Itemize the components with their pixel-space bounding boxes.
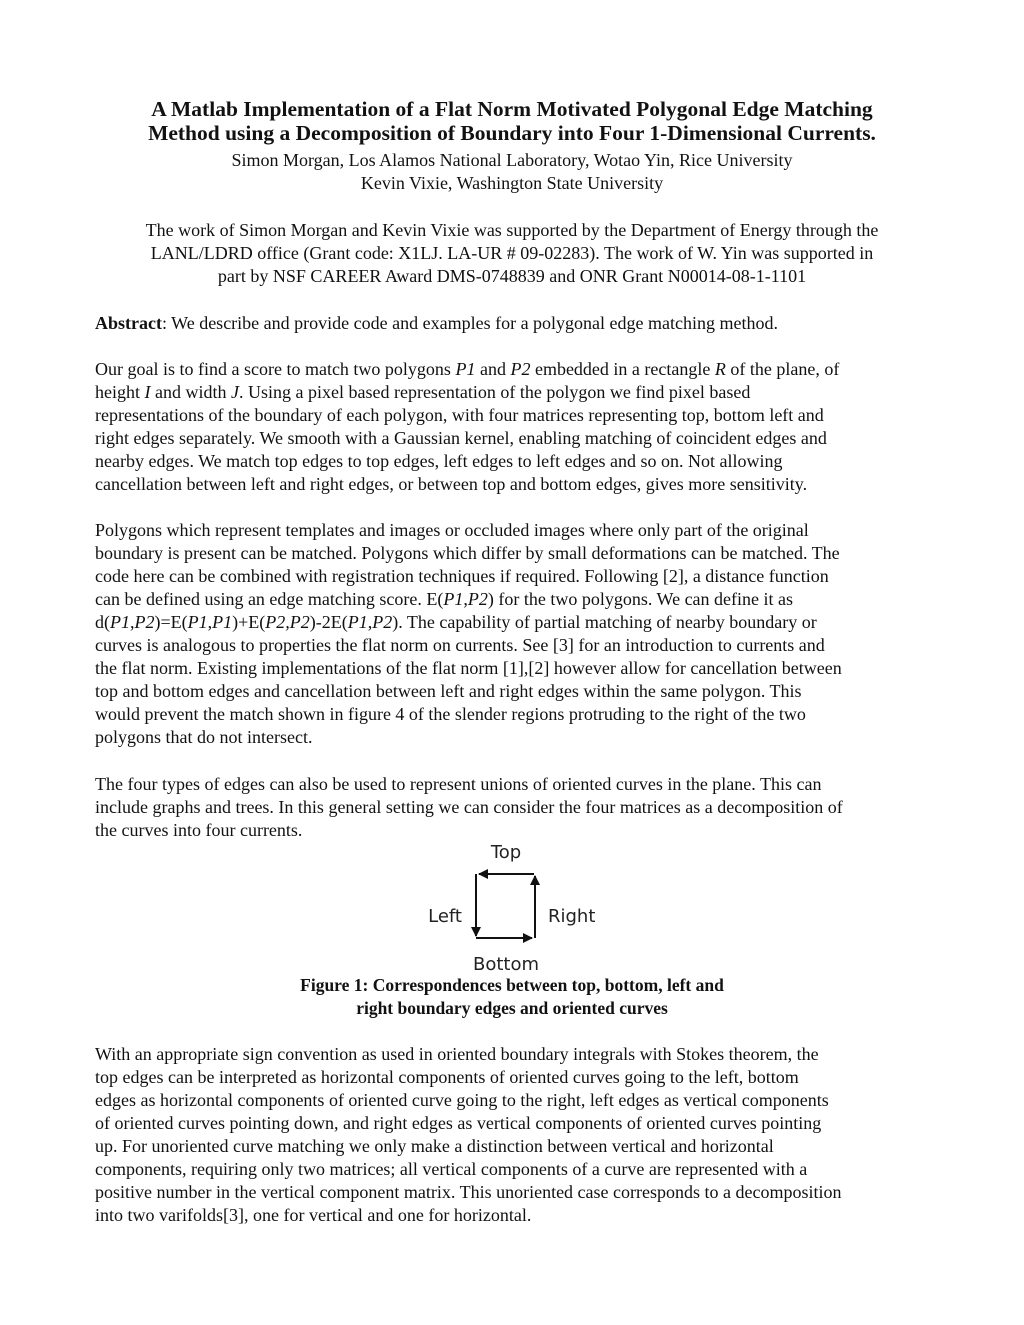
text-segment: , <box>463 589 468 609</box>
text-segment: top edges can be interpreted as horizontal components of oriented curves going to the left, bottom <box>95 1067 799 1087</box>
text-segment: , <box>130 612 135 632</box>
text-line <box>95 1112 955 1135</box>
italic-symbol: I <box>144 382 151 402</box>
text-segment: curves is analogous to properties the flat norm on currents. See [3] for an introduction to currents and <box>95 635 825 655</box>
text-segment: polygons that do not intersect. <box>95 727 313 747</box>
text-line <box>95 450 955 473</box>
text-segment: edges as horizontal components of oriented curve going to the right, left edges as vertical components <box>95 1090 829 1110</box>
text-line <box>95 1204 955 1227</box>
text-segment: With an appropriate sign convention as used in oriented boundary integrals with Stokes theorem, the <box>95 1044 819 1064</box>
italic-symbol: P2 <box>510 359 531 379</box>
text-segment: Our goal is to find a score to match two polygons <box>95 359 456 379</box>
text-line <box>95 773 955 796</box>
title-line: Method using a Decomposition of Boundary into Four 1-Dimensional Currents. <box>148 121 876 145</box>
text-line <box>95 404 955 427</box>
figure-1-diagram <box>420 835 620 975</box>
text-segment: of oriented curves pointing down, and right edges as vertical components of oriented curves pointing <box>95 1113 822 1133</box>
text-segment: cancellation between left and right edges, or between top and bottom edges, gives more sensitivity. <box>95 474 808 494</box>
funding-line: part by NSF CAREER Award DMS-0748839 and ONR Grant N00014-08-1-1101 <box>217 266 807 286</box>
text-segment: positive number in the vertical component matrix. This unoriented case corresponds to a decomposition <box>95 1182 842 1202</box>
text-line <box>95 519 955 542</box>
text-line <box>95 427 955 450</box>
text-segment: right edges separately. We smooth with a Gaussian kernel, enabling matching of coincident edges and <box>95 428 827 448</box>
italic-symbol: P1 <box>212 612 233 632</box>
text-segment: the flat norm. Existing implementations of the flat norm [1],[2] however allow for cancellation between <box>95 658 842 678</box>
text-line <box>95 588 955 611</box>
authors <box>0 149 1024 195</box>
text-line <box>95 1158 955 1181</box>
label-left: Left <box>428 906 462 927</box>
italic-symbol: P1 <box>455 359 476 379</box>
text-segment: include graphs and trees. In this general setting we can consider the four matrices as a decomposition of <box>95 797 843 817</box>
text-segment: d( <box>95 612 110 632</box>
label-bottom: Bottom <box>472 954 540 975</box>
text-segment: The four types of edges can also be used to represent unions of oriented curves in the plane. This can <box>95 774 822 794</box>
italic-symbol: P2 <box>372 612 393 632</box>
text-segment: would prevent the match shown in figure 4 of the slender regions protruding to the right of the two <box>95 704 806 724</box>
text-line <box>95 473 955 496</box>
text-segment: code here can be combined with registration techniques if required. Following [2], a distance function <box>95 566 829 586</box>
text-line <box>95 1089 955 1112</box>
text-segment: and <box>475 359 511 379</box>
funding-line: The work of Simon Morgan and Kevin Vixie was supported by the Department of Energy through the <box>145 220 879 240</box>
text-line <box>95 1135 955 1158</box>
text-line <box>95 1043 955 1066</box>
italic-symbol: P1 <box>110 612 130 632</box>
abstract-text: : We describe and provide code and examples for a polygonal edge matching method. <box>161 313 779 333</box>
paragraph-goal <box>95 358 955 496</box>
paper-title <box>0 97 1024 145</box>
text-segment: top and bottom edges and cancellation between left and right edges within the same polygon. This <box>95 681 802 701</box>
text-segment: )-2E( <box>309 612 348 632</box>
text-line <box>95 680 955 703</box>
italic-symbol: P2,P2 <box>265 612 310 632</box>
text-segment: )+E( <box>232 612 266 632</box>
text-segment: components, requiring only two matrices; all vertical components of a curve are represented with a <box>95 1159 808 1179</box>
text-segment: can be defined using an edge matching score. E( <box>95 589 444 609</box>
text-line <box>95 726 955 749</box>
text-segment: . Using a pixel based representation of the polygon we find pixel based <box>239 382 751 402</box>
text-line <box>95 565 955 588</box>
paragraph-edge-types <box>95 773 955 842</box>
paragraph-sign-convention <box>95 1043 955 1227</box>
italic-symbol: J <box>231 382 239 402</box>
funding-note <box>0 219 1024 288</box>
italic-symbol: P1 <box>443 589 464 609</box>
text-segment: and width <box>150 382 231 402</box>
text-segment: representations of the boundary of each polygon, with four matrices representing top, bottom left and <box>95 405 824 425</box>
text-segment: )=E( <box>154 612 188 632</box>
paragraph-polygons <box>95 519 955 749</box>
text-segment: , <box>367 612 373 632</box>
title-line: A Matlab Implementation of a Flat Norm Motivated Polygonal Edge Matching <box>151 97 873 121</box>
author-line: Kevin Vixie, Washington State University <box>360 173 664 193</box>
text-segment: embedded in a rectangle <box>530 359 715 379</box>
label-top: Top <box>490 842 522 863</box>
text-segment: nearby edges. We match top edges to top edges, left edges to left edges and so on. Not allowing <box>95 451 783 471</box>
caption-line: Figure 1: Correspondences between top, bottom, left and <box>300 975 724 995</box>
text-segment: , <box>207 612 213 632</box>
text-segment: height <box>95 382 145 402</box>
italic-symbol: P2 <box>134 612 155 632</box>
text-line <box>95 703 955 726</box>
text-segment: of the plane, of <box>725 359 840 379</box>
italic-symbol: P1 <box>347 612 368 632</box>
italic-symbol: P2 <box>467 589 488 609</box>
label-right: Right <box>548 906 596 927</box>
italic-symbol: P1 <box>187 612 208 632</box>
abstract-label: Abstract <box>95 313 162 333</box>
funding-line: LANL/LDRD office (Grant code: X1LJ. LA-UR # 09-02283). The work of W. Yin was supported in <box>150 243 874 263</box>
text-segment: ). The capability of partial matching of nearby boundary or <box>392 612 817 632</box>
text-line <box>95 542 955 565</box>
text-line <box>95 611 955 634</box>
text-segment: up. For unoriented curve matching we only make a distinction between vertical and horizontal <box>95 1136 774 1156</box>
author-line: Simon Morgan, Los Alamos National Laboratory, Wotao Yin, Rice University <box>231 150 793 170</box>
figure-1-caption <box>0 974 1024 1020</box>
text-line <box>95 358 955 381</box>
caption-line: right boundary edges and oriented curves <box>356 998 668 1018</box>
italic-symbol: R <box>714 359 726 379</box>
text-line <box>95 381 955 404</box>
text-line <box>95 796 955 819</box>
text-segment: boundary is present can be matched. Polygons which differ by small deformations can be matched. The <box>95 543 840 563</box>
text-segment: the curves into four currents. <box>95 820 303 840</box>
text-line <box>95 1066 955 1089</box>
text-line <box>95 634 955 657</box>
text-segment: Polygons which represent templates and images or occluded images where only part of the original <box>95 520 809 540</box>
abstract <box>95 312 955 335</box>
text-line <box>95 1181 955 1204</box>
text-segment: into two varifolds[3], one for vertical and one for horizontal. <box>95 1205 532 1225</box>
text-segment: ) for the two polygons. We can define it as <box>487 589 794 609</box>
text-line <box>95 657 955 680</box>
